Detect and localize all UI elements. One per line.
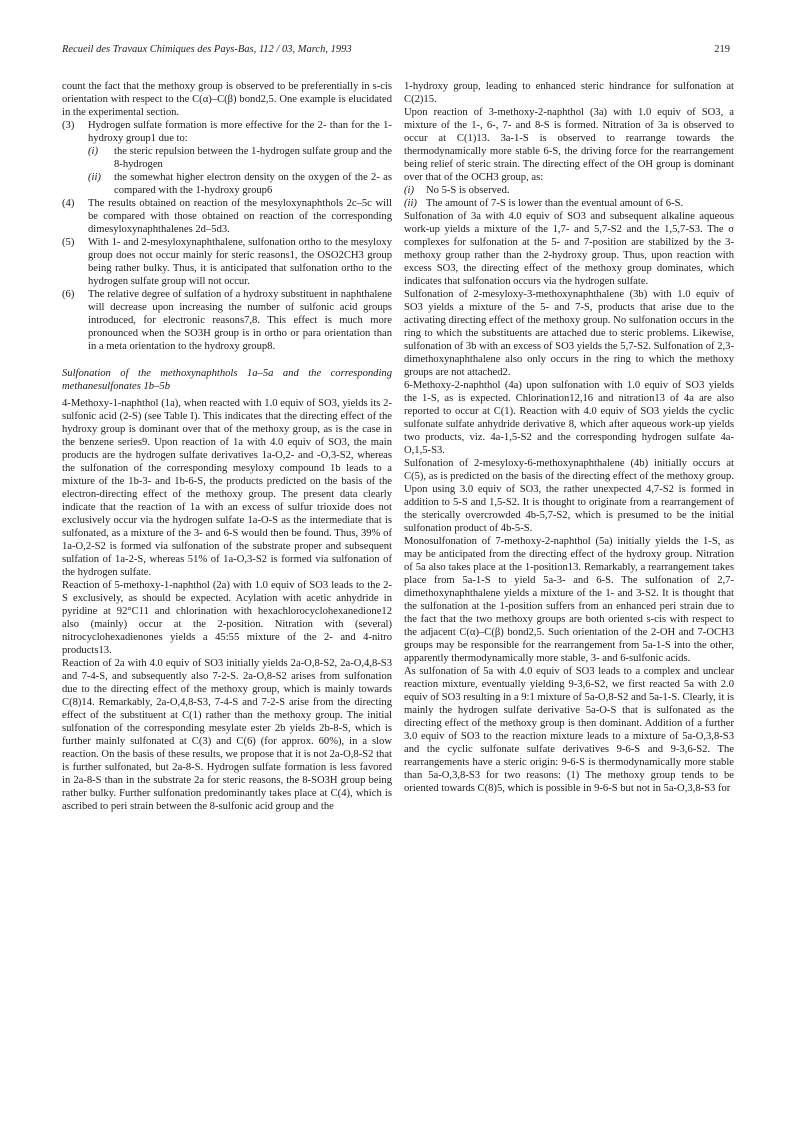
sub-number: (i) <box>88 146 98 157</box>
paragraph: Reaction of 5-methoxy-1-naphthol (2a) with 1.0 equiv of SO3 leads to the 2-S exclusively, as should be expected. Acylation with acetic anhydride in pyridine at 92°C11 and chlorination with hexachlorocyclohexanedione12 also (mainly) occur at the 2-position. Nitration with (several) nitrocyclohexadienones yields a 45:55 mixture of the 2- and 4-nitro products13. <box>62 580 392 656</box>
section-heading: Sulfonation of the methoxynaphthols 1a–5a and the corresponding methanesulfonates 1b–5b <box>62 368 392 392</box>
paragraph: Sulfonation of 3a with 4.0 equiv of SO3 and subsequent alkaline aqueous work-up yields a mixture of the 1,7- and 5,7-S2 and the 1,5,7-S3. The σ complexes for sulfonation at the 5- and 7-position are stabilized by the 3-methoxy group rather than the 2-hydroxy group. Thus, upon reaction with excess SO3, the directing effect of the methoxy group dominates, which indicates that sulfonation occurs via the hydrogen sulfate. <box>404 211 734 287</box>
paragraph: 1-hydroxy group, leading to enhanced steric hindrance for sulfonation at C(2)15. <box>404 81 734 105</box>
sub-item-i <box>404 184 734 197</box>
paragraph: As sulfonation of 5a with 4.0 equiv of SO3 leads to a complex and unclear reaction mixture, eventually yielding 9-3,6-S2, we first reacted 5a with 2.0 equiv of SO3 resulting in a 9:1 mixture of 5a-O,8-S2 and 5a-1-S. Clearly, it is mainly the hydrogen sulfate derivative 5a-O-S that is sulfonated as the directing effect of the methoxy group is then dominant. Addition of a further 3.0 equiv of SO3 to the reaction mixture leads to a mixture of 5a-O,3,8-S3 and the cyclic sulfonate sulfate derivatives 9-6-S and 9-3,6-S2. The rearrangements have a steric origin: 9-6-S is thermodynamically more stable than 5a-O,3,8-S3 for two reasons: (1) The methoxy group tends to be oriented towards C(8)5, which is possible in 9-6-S but not in 5a-O,3,8-S3 for <box>404 666 734 794</box>
right-column <box>404 80 734 795</box>
list-text: Hydrogen sulfate formation is more effective for the 2- than for the 1-hydroxy group1 due to: <box>88 120 392 144</box>
left-column <box>62 80 392 813</box>
sub-item-ii <box>88 171 392 197</box>
paragraph: Monosulfonation of 7-methoxy-2-naphthol (5a) initially yields the 1-S, as may be anticipated from the directing effect of the hydroxy group. Nitration of 5a also takes place at the 1-position13. Remarkably, a rearrangement takes place from 5a-1-S to yield 5a-3- and 6-S. The sulfonation of 2,7-dimethoxynaphthalene yields a mixture of the 1- and 3-S2. It is thought that the sulfonation at the 1-position suffers from an enhanced peri strain due to the fact that the two methoxy groups are both oriented s-cis with respect to the adjacent C(α)–C(β) bond2,5. Such orientation of the 2-OH and 7-OCH3 groups may be responsible for the rearrangement from 5a-1-S into the other, apparently thermodynamically more stable, 3- and 6-sulfonic acids. <box>404 536 734 664</box>
sub-number: (ii) <box>404 198 417 209</box>
list-item-5 <box>62 236 392 288</box>
list-number: (4) <box>62 198 75 209</box>
sub-item-ii <box>404 197 734 210</box>
running-header <box>62 44 730 55</box>
list-number: (6) <box>62 289 75 300</box>
list-text: With 1- and 2-mesyloxynaphthalene, sulfonation ortho to the mesyloxy group does not occur mainly for steric reasons1, the OSO2CH3 group being rather bulky. Thus, it is anticipated that sulfonation ortho to the hydrogen sulfate group will not occur. <box>88 237 392 287</box>
sub-number: (ii) <box>88 172 101 183</box>
paragraph: Upon reaction of 3-methoxy-2-naphthol (3a) with 1.0 equiv of SO3, a mixture of the 1-, 6-, 7- and 8-S is formed. Nitration of 3a is observed to occur at C(1)13. 3a-1-S is observed to rearrange towards the thermodynamically more stable 6-S, the driving force for the rearrangement being relief of steric strain. The directing effect of the OH group is dominant over that of the OCH3 group, as: <box>404 107 734 183</box>
list-text: The results obtained on reaction of the mesyloxynaphthols 2c–5c will be compared with those obtained on reaction of the corresponding dimesyloxynaphthalenes 2d–5d3. <box>88 198 392 235</box>
list-number: (5) <box>62 237 75 248</box>
sub-item-i <box>88 145 392 171</box>
sub-text: the steric repulsion between the 1-hydrogen sulfate group and the 8-hydrogen <box>114 146 392 170</box>
list-text: The relative degree of sulfation of a hydroxy substituent in naphthalene will decrease upon increasing the number of sulfonic acid groups introduced, for electronic reasons7,8. This effect is much more pronounced when the SO3H group is in ortho or para orientation than in a meta orientation to the hydroxy group8. <box>88 289 392 352</box>
list-item-4 <box>62 197 392 236</box>
page-number: 219 <box>714 44 730 55</box>
sub-number: (i) <box>404 185 414 196</box>
paragraph: 6-Methoxy-2-naphthol (4a) upon sulfonation with 1.0 equiv of SO3 yields the 1-S, as is expected. Chlorination12,16 and nitration13 of 4a are also reported to occur at C(1). Reaction with 4.0 equiv of SO3 yields the cyclic sulfonate sulfate anhydride derivative 8, which after aqueous work-up yields two products, viz. 4a-1,5-S2 and the corresponding hydrogen sulfate 4a-O,1,5-S3. <box>404 380 734 456</box>
list-item-6 <box>62 288 392 353</box>
paragraph: Sulfonation of 2-mesyloxy-6-methoxynaphthalene (4b) initially occurs at C(5), as is predicted on the basis of the directing effect of the methoxy group. Upon using 3.0 equiv of SO3, the rather unexpected 4,7-S2 is formed in addition to 5-S and 1,5-S2. It is thought to originate from a rearrangement of the sterically overcrowded 4b-5,7-S2, which is presumed to be the initial sulfonation product of 4b-5-S. <box>404 458 734 534</box>
sub-text: the somewhat higher electron density on the oxygen of the 2- as compared with the 1-hydroxy group6 <box>114 172 392 196</box>
sub-text: No 5-S is observed. <box>426 185 510 196</box>
paragraph: count the fact that the methoxy group is observed to be preferentially in s-cis orientation with respect to the C(α)–C(β) bond2,5. One example is elucidated in the experimental section. <box>62 81 392 118</box>
list-number: (3) <box>62 120 75 131</box>
sub-text: The amount of 7-S is lower than the eventual amount of 6-S. <box>426 198 684 209</box>
paragraph: Reaction of 2a with 4.0 equiv of SO3 initially yields 2a-O,8-S2, 2a-O,4,8-S3 and 7-4-S, and subsequently also 7-2-S. 2a-O,8-S2 arises from sulfonation due to the directing effect of the methoxy group, which is mainly towards C(8)14. Remarkably, 2a-O,4,8-S3, 7-4-S and 7-2-S arise from the directing effect of the substituent at C(1) rather than the methoxy group. The initial sulfonation of the corresponding mesylate ester 2b yields 2b-8-S, which is further mainly sulfonated at C(3) and C(6) (for approx. 60%), in a slow reaction. On the basis of these results, we propose that it is not 2a-O,8-S2 that is further sulfonated, but 2a-8-S. Hydrogen sulfate formation is less favored in 2a-8-S than in the substrate 2a for steric reasons, the 8-SO3H group being rather bulky. Further sulfonation predominantly takes place at C(4), which is ascribed to peri strain between the 8-sulfonic acid group and the <box>62 658 392 812</box>
paragraph: Sulfonation of 2-mesyloxy-3-methoxynaphthalene (3b) with 1.0 equiv of SO3 yields a mixture of the 5- and 7-S, products that arise due to the activating directing effect of the methoxy group. No sulfonation occurs in the ring to which the substituents are attached due to steric problems. Likewise, sulfonation of 3b with an excess of SO3 yields the 5,7-S2. Sulfonation of 2,3-dimethoxynaphthalene also only occurs in the ring to which the methoxy groups are not attached2. <box>404 289 734 378</box>
journal-title: Recueil des Travaux Chimiques des Pays-Bas, 112 / 03, March, 1993 <box>62 44 352 55</box>
paragraph: 4-Methoxy-1-naphthol (1a), when reacted with 1.0 equiv of SO3, yields its 2-sulfonic acid (2-S) (see Table I). This indicates that the directing effect of the hydroxy group is dominant over that of the methoxy group, as is the case in the benzene series9. Upon reaction of 1a with 4.0 equiv of SO3, the main products are the hydrogen sulfate derivatives 1a-O,2- and -O,3-S2, whereas the sulfonation of the corresponding mesyloxy compound 1b leads to a mixture of the 1b-3- and 1b-6-S, the products predicted on the basis of the electron-directing effect of the methoxy group. The present data clearly indicate that the reaction of 1a with an excess of sulfur trioxide does not exclusively occur via the hydrogen sulfate 1a-O-S as the intermediate that is sulfonated, as a mixture of the 3- and 6-S would then be found. Thus, 39% of 1a-O,2-S2 is formed via sulfonation of the substrate proper and subsequent sulfation of 1a-2-S, whereas 51% of 1a-O,3-S2 is formed via sulfonation of the hydrogen sulfate. <box>62 398 392 578</box>
list-item-3 <box>62 119 392 145</box>
